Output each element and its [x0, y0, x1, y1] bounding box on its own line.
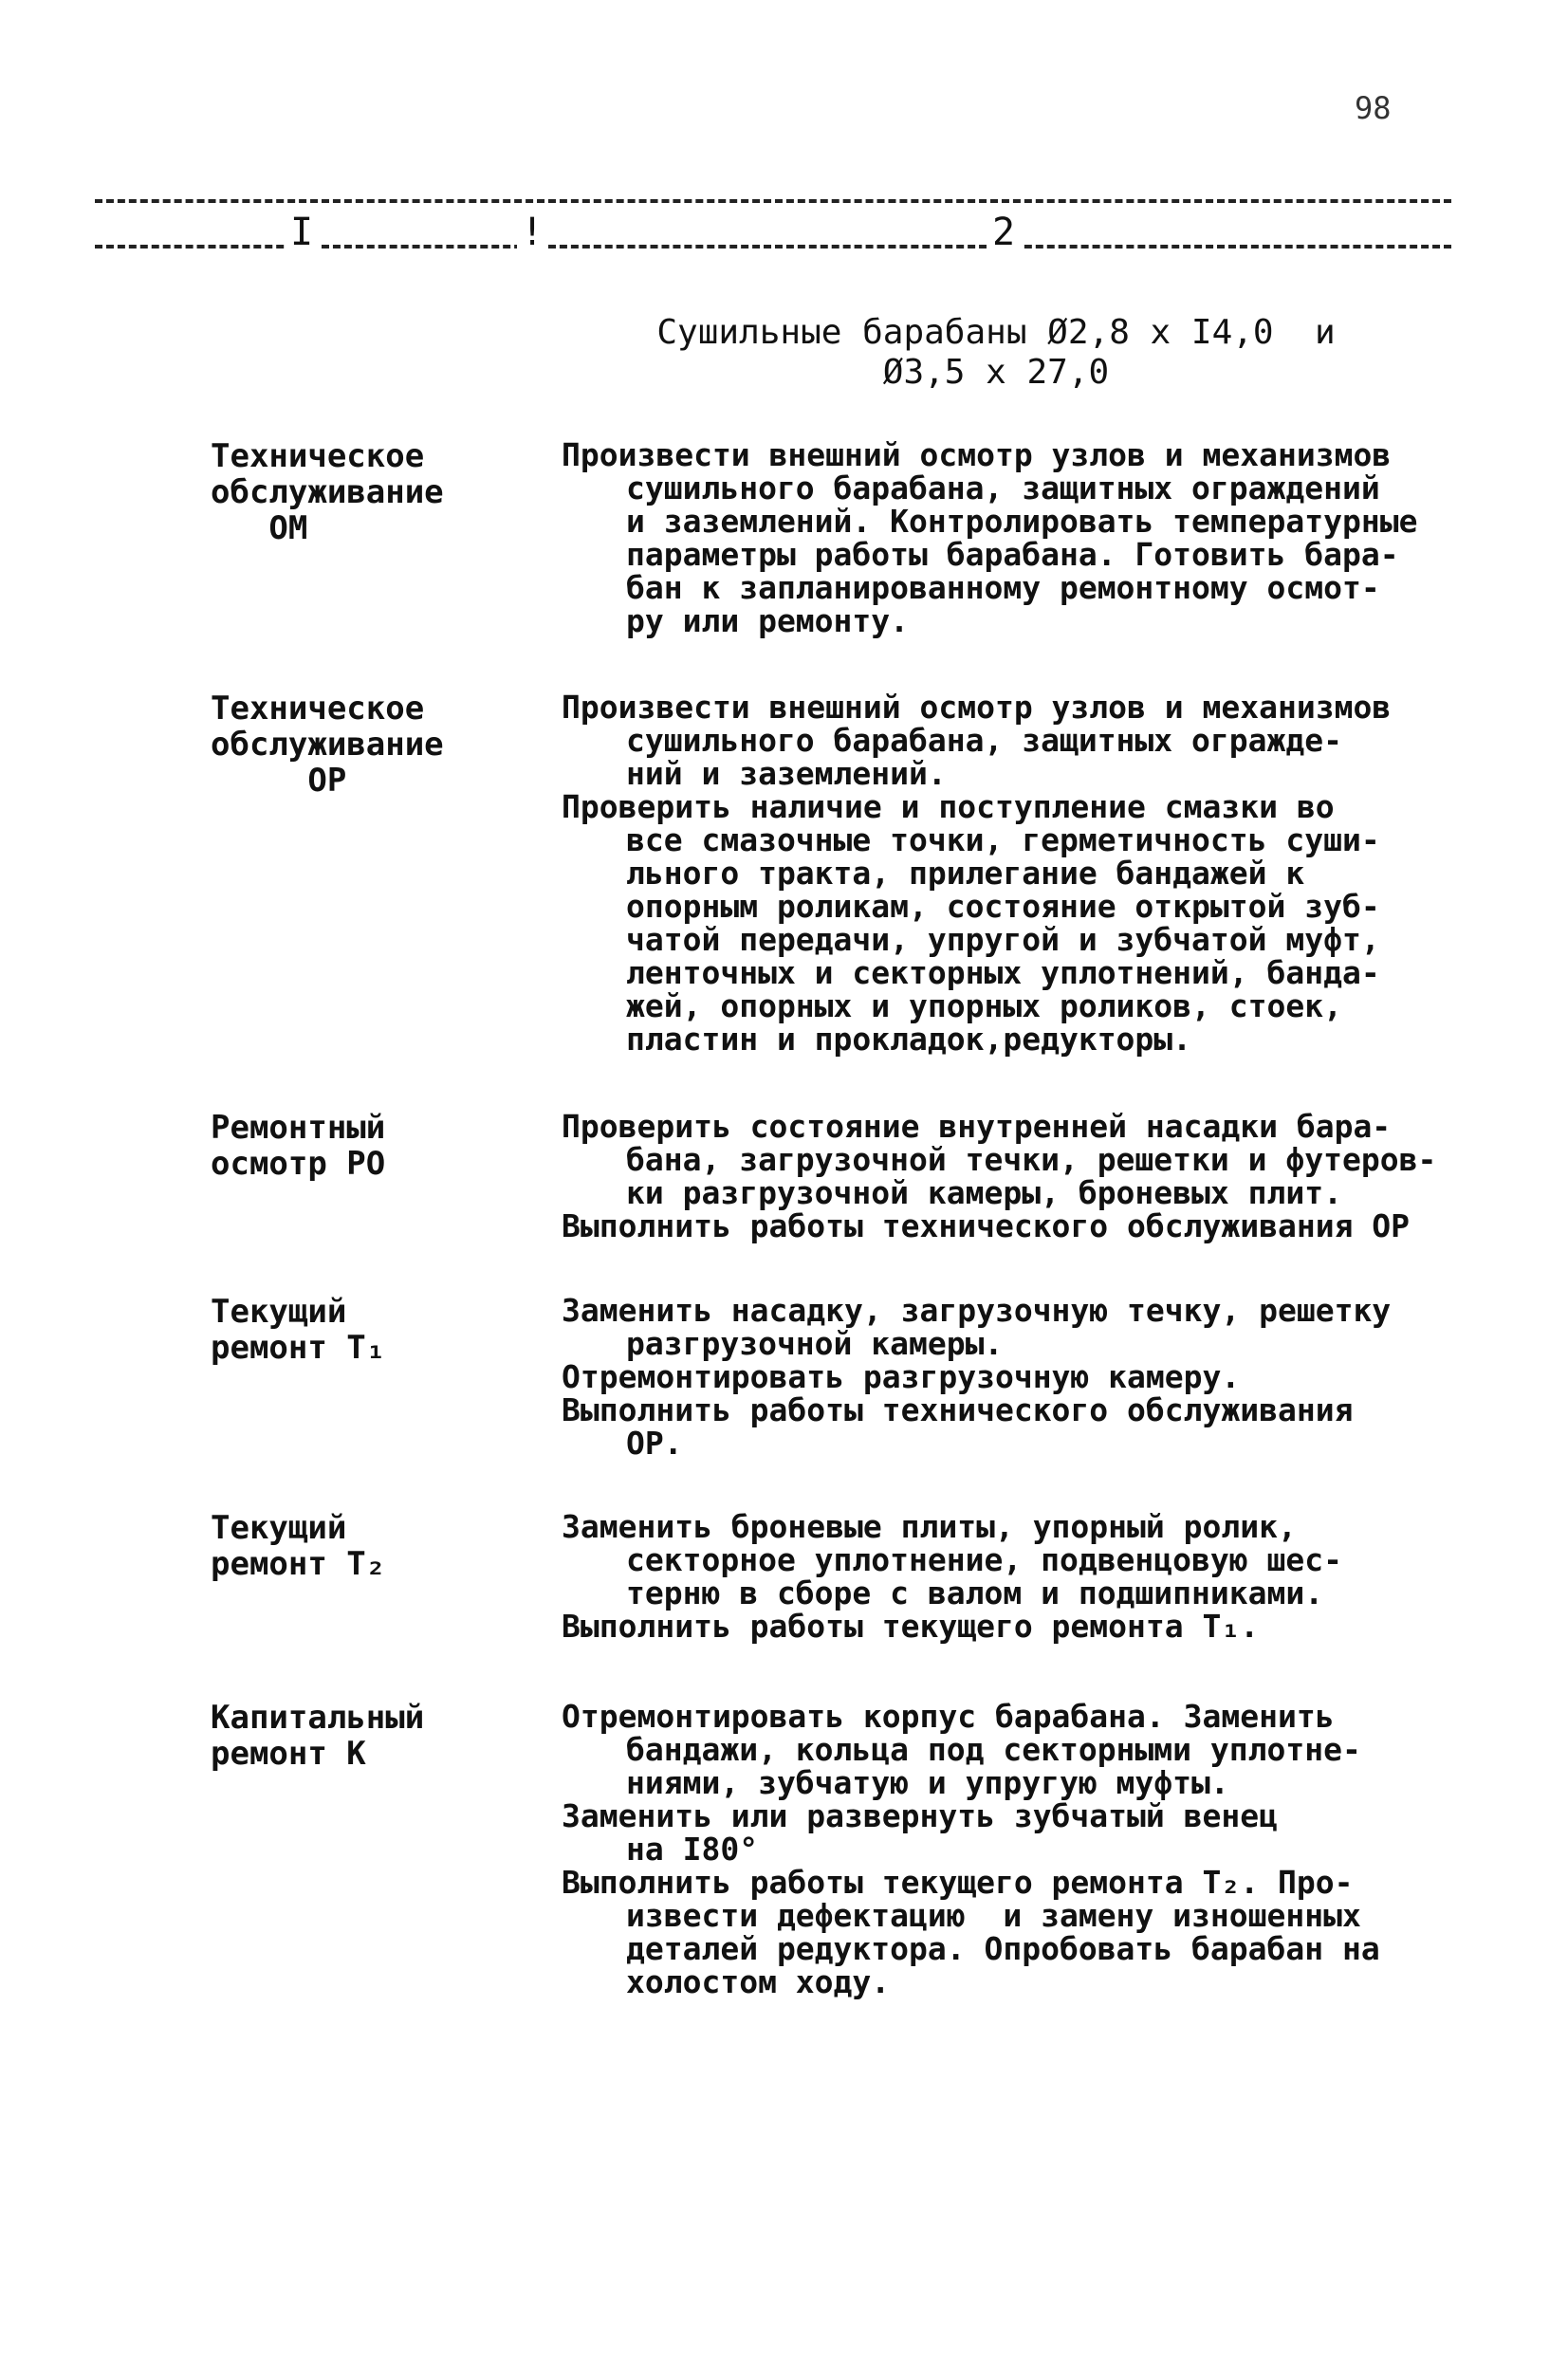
text-line: сушильного барабана, защитных ограждений: [626, 469, 1380, 506]
text-line: разгрузочной камеры.: [626, 1325, 1004, 1362]
description-paragraph: [562, 438, 1510, 637]
label-line: ремонт К: [211, 1735, 366, 1773]
text-line: сушильного барабана, защитных огражде-: [626, 722, 1342, 759]
maintenance-description: [562, 438, 1510, 637]
label-line: Техническое: [211, 437, 425, 475]
text-line: бана, загрузочной течки, решетки и футеров-: [626, 1141, 1437, 1178]
text-line: Заменить насадку, загрузочную течку, решетку: [562, 1292, 1392, 1329]
maintenance-type-label: [211, 1700, 552, 1772]
text-line: ниями, зубчатую и упругую муфты.: [626, 1764, 1229, 1801]
description-paragraph: [562, 1799, 1510, 1866]
text-line: льного тракта, прилегание бандажей к: [626, 855, 1305, 892]
text-line: все смазочные точки, герметичность суши-: [626, 821, 1380, 858]
description-paragraph: [562, 1110, 1510, 1209]
column-number-2: 2: [987, 211, 1021, 254]
text-line: деталей редуктора. Опробовать барабан на: [626, 1930, 1380, 1967]
label-line: ОМ: [211, 509, 308, 547]
text-line: Проверить наличие и поступление смазки во: [562, 788, 1335, 825]
text-line: опорным роликам, состояние открытой зуб-: [626, 888, 1380, 925]
label-line: Текущий: [211, 1509, 347, 1547]
description-paragraph: [562, 1209, 1510, 1243]
text-line: чатой передачи, упругой и зубчатой муфт,: [626, 921, 1380, 958]
text-line: пластин и прокладок,редукторы.: [626, 1021, 1192, 1058]
text-line: бан к запланированному ремонтному осмот-: [626, 569, 1380, 606]
text-line: и заземлений. Контролировать температурные: [626, 503, 1418, 540]
description-paragraph: [562, 1510, 1510, 1610]
text-line: Проверить состояние внутренней насадки бара-: [562, 1108, 1392, 1145]
column-separator: !: [517, 211, 547, 254]
text-line: холостом ходу.: [626, 1963, 891, 2000]
text-line: извести дефектацию и замену изношенных: [626, 1897, 1361, 1934]
maintenance-description: [562, 690, 1510, 1056]
page-number: 98: [1355, 90, 1392, 126]
maintenance-description: [562, 1110, 1510, 1243]
column-number-1: I: [285, 211, 319, 254]
description-paragraph: [562, 1294, 1510, 1360]
section-heading: [588, 313, 1404, 393]
maintenance-description: [562, 1700, 1510, 1998]
text-line: Выполнить работы текущего ремонта Т₁.: [562, 1608, 1260, 1645]
label-line: обслуживание: [211, 726, 444, 764]
text-line: Произвести внешний осмотр узлов и механизмов: [562, 689, 1392, 726]
maintenance-type-label: [211, 690, 552, 799]
text-line: ру или ремонту.: [626, 602, 910, 639]
text-line: параметры работы барабана. Готовить бара-: [626, 536, 1399, 573]
maintenance-type-label: [211, 1510, 552, 1582]
text-line: ний и заземлений.: [626, 755, 947, 792]
maintenance-type-label: [211, 1294, 552, 1366]
maintenance-description: [562, 1294, 1510, 1460]
description-paragraph: [562, 1610, 1510, 1643]
text-line: Отремонтировать разгрузочную камеру.: [562, 1358, 1241, 1395]
text-line: Произвести внешний осмотр узлов и механизмов: [562, 436, 1392, 473]
label-line: Техническое: [211, 690, 425, 727]
text-line: ленточных и секторных уплотнений, банда-: [626, 954, 1380, 991]
description-paragraph: [562, 1393, 1510, 1460]
text-line: терню в сборе с валом и подшипниками.: [626, 1574, 1324, 1611]
text-line: Выполнить работы текущего ремонта Т₂. Про-: [562, 1864, 1354, 1901]
text-line: Заменить или развернуть зубчатый венец: [562, 1797, 1278, 1834]
heading-line-2: Ø3,5 х 27,0: [882, 353, 1110, 392]
label-line: Ремонтный: [211, 1109, 386, 1147]
label-line: ремонт Т₂: [211, 1545, 386, 1583]
label-line: ремонт Т₁: [211, 1329, 386, 1367]
text-line: бандажи, кольца под секторными уплотне-: [626, 1731, 1361, 1768]
label-line: Текущий: [211, 1293, 347, 1331]
maintenance-description: [562, 1510, 1510, 1643]
label-line: ОР: [211, 762, 347, 800]
label-line: обслуживание: [211, 473, 444, 511]
description-paragraph: [562, 690, 1510, 790]
label-line: Капитальный: [211, 1699, 425, 1737]
text-line: Отремонтировать корпус барабана. Заменить: [562, 1698, 1335, 1735]
description-paragraph: [562, 1700, 1510, 1799]
text-line: ОР.: [626, 1425, 683, 1462]
description-paragraph: [562, 1866, 1510, 1998]
description-paragraph: [562, 790, 1510, 1056]
text-line: Заменить броневые плиты, упорный ролик,: [562, 1508, 1297, 1545]
table-header-top-rule: [95, 199, 1451, 203]
maintenance-type-label: [211, 1110, 552, 1182]
text-line: Выполнить работы технического обслуживания ОР: [562, 1207, 1411, 1244]
label-line: осмотр РО: [211, 1145, 386, 1183]
maintenance-type-label: [211, 438, 552, 546]
text-line: жей, опорных и упорных роликов, стоек,: [626, 987, 1342, 1024]
text-line: ки разгрузочной камеры, броневых плит.: [626, 1174, 1342, 1211]
description-paragraph: [562, 1360, 1510, 1393]
text-line: секторное уплотнение, подвенцовую шес-: [626, 1541, 1342, 1578]
text-line: на I80°: [626, 1831, 759, 1868]
heading-line-1: Сушильные барабаны Ø2,8 х I4,0 и: [656, 313, 1336, 352]
text-line: Выполнить работы технического обслуживания: [562, 1391, 1354, 1428]
